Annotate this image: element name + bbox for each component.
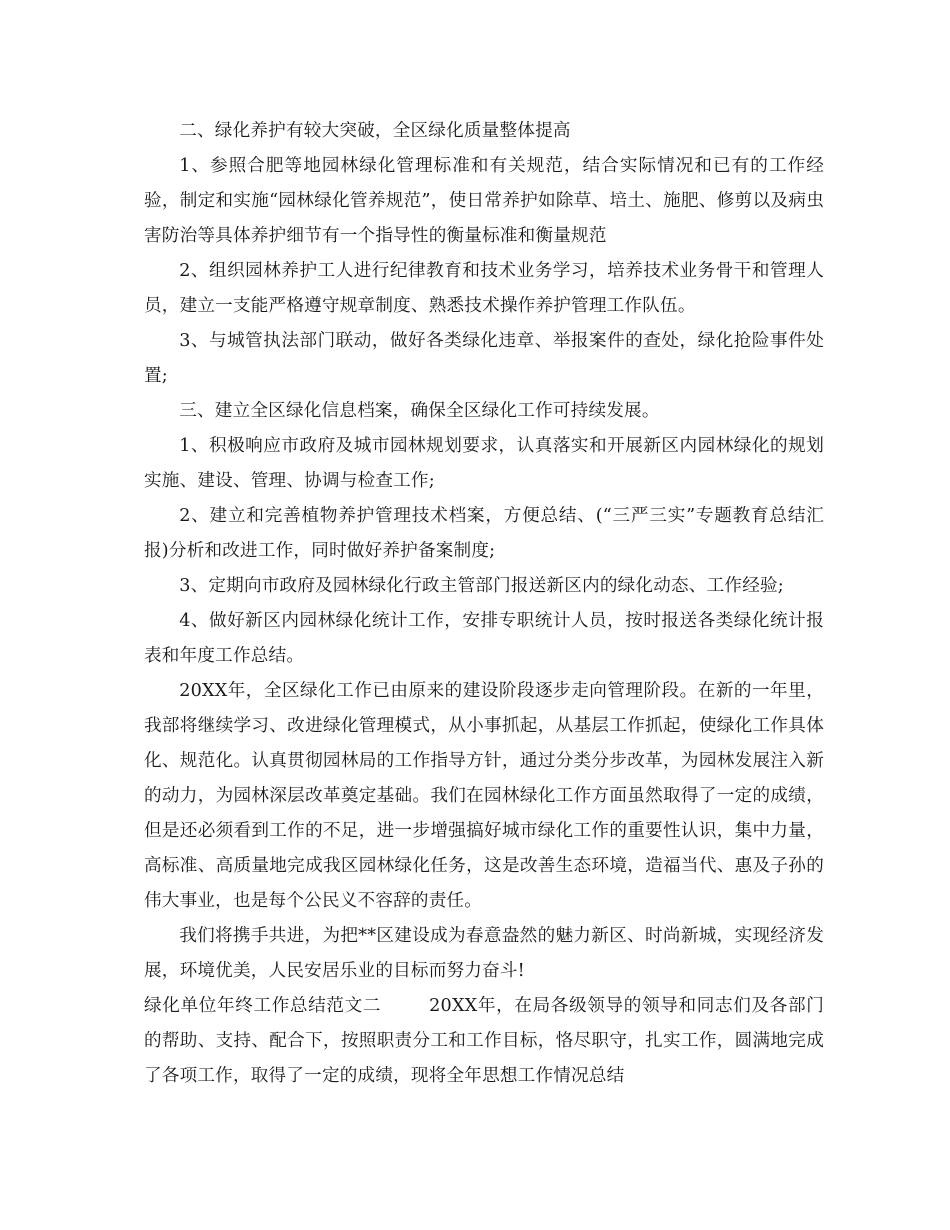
second-sample-title: 绿化单位年终工作总结范文二 [144,996,382,1016]
closing-paragraph: 我们将携手共进，为把**区建设成为春意盎然的魅力新区、时尚新城，实现经济发展，环境优美，人民安居乐业的目标而努力奋斗! [144,926,824,981]
paragraph-3-2: 2、建立和完善植物养护管理技术档案，方便总结、(“三严三实”专题教育总结汇报)分析和改进工作，同时做好养护备案制度; [144,506,824,561]
paragraph-3-4: 4、做好新区内园林绿化统计工作，安排专职统计人员，按时报送各类绿化统计报表和年度工作总结。 [144,611,824,666]
paragraph-2-3: 3、与城管执法部门联动，做好各类绿化违章、举报案件的查处，绿化抢险事件处置; [144,331,824,386]
document-body [144,114,824,1094]
second-sample-body: 20XX年，在局各级领导的领导和同志们及各部门的帮助、支持、配合下，按照职责分工和工作目标，恪尽职守，扎实工作，圆满地完成了各项工作，取得了一定的成绩，现将全年思想工作情况总结 [144,996,824,1086]
paragraph-2-2: 2、组织园林养护工人进行纪律教育和技术业务学习，培养技术业务骨干和管理人员，建立一支能严格遵守规章制度、熟悉技术操作养护管理工作队伍。 [144,261,824,316]
paragraph-3-1: 1、积极响应市政府及城市园林规划要求，认真落实和开展新区内园林绿化的规划实施、建设、管理、协调与检查工作; [144,436,824,491]
section-heading-2: 二、绿化养护有较大突破，全区绿化质量整体提高 [179,121,571,141]
paragraph-3-3: 3、定期向市政府及园林绿化行政主管部门报送新区内的绿化动态、工作经验; [179,576,784,596]
summary-paragraph: 20XX年，全区绿化工作已由原来的建设阶段逐步走向管理阶段。在新的一年里，我部将继续学习、改进绿化管理模式，从小事抓起，从基层工作抓起，使绿化工作具体化、规范化。认真贯彻园林局的工作指导方针，通过分类分步改革，为园林发展注入新的动力，为园林深层改革奠定基础。我们在园林绿化工作方面虽然取得了一定的成绩，但是还必须看到工作的不足，进一步增强搞好城市绿化工作的重要性认识，集中力量，高标准、高质量地完成我区园林绿化任务，这是改善生态环境，造福当代、惠及子孙的伟大事业，也是每个公民义不容辞的责任。 [144,681,824,911]
second-sample-paragraph [144,989,824,1094]
paragraph-2-1: 1、参照合肥等地园林绿化管理标准和有关规范，结合实际情况和已有的工作经验，制定和实施“园林绿化管养规范”，使日常养护如除草、培土、施肥、修剪以及病虫害防治等具体养护细节有一个指导性的衡量标准和衡量规范 [144,156,824,246]
section-heading-3: 三、建立全区绿化信息档案，确保全区绿化工作可持续发展。 [179,401,660,421]
